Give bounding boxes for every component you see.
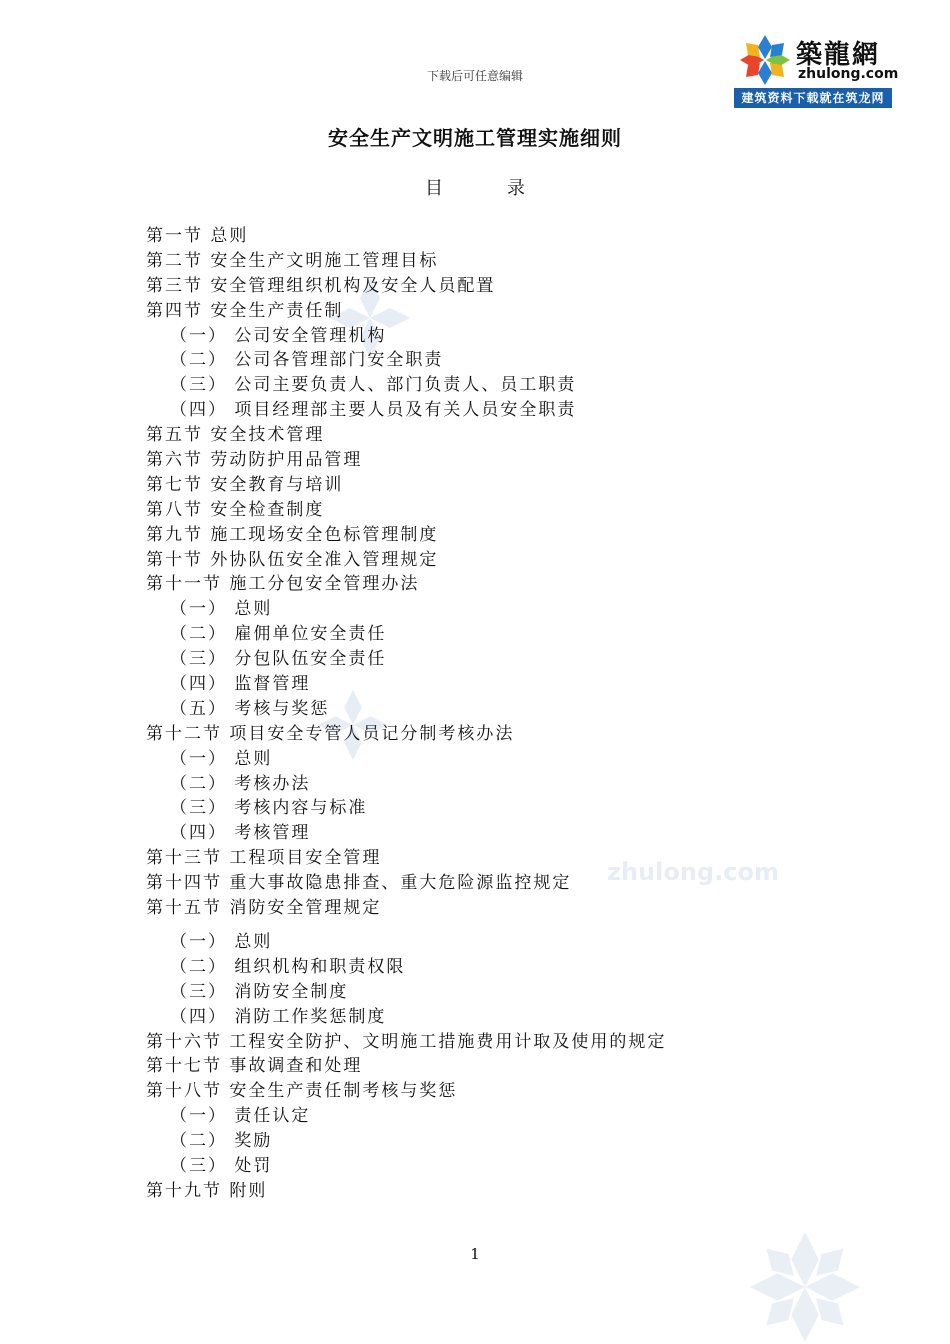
- toc-subentry[interactable]: （四） 考核管理: [170, 823, 311, 844]
- toc-subentry[interactable]: （一） 总则: [170, 931, 273, 952]
- toc-entry[interactable]: 第二节 安全生产文明施工管理目标: [146, 250, 439, 271]
- toc-heading: 目录: [425, 178, 589, 199]
- toc-entry[interactable]: 第十节 外协队伍安全准入管理规定: [146, 549, 439, 570]
- logo-domain: zhulong.com: [798, 66, 899, 82]
- toc-subentry[interactable]: （四） 消防工作奖惩制度: [170, 1006, 387, 1027]
- toc-entry[interactable]: 第十八节 安全生产责任制考核与奖惩: [146, 1081, 458, 1102]
- toc-entry[interactable]: 第三节 安全管理组织机构及安全人员配置: [146, 275, 496, 296]
- toc-subentry[interactable]: （三） 公司主要负责人、部门负责人、员工职责: [170, 375, 577, 396]
- toc-entry[interactable]: 第七节 安全教育与培训: [146, 474, 344, 495]
- toc-entry[interactable]: 第六节 劳动防护用品管理: [146, 450, 363, 471]
- document-title: 安全生产文明施工管理实施细则: [328, 126, 622, 150]
- toc-entry[interactable]: 第十一节 施工分包安全管理办法: [146, 574, 420, 595]
- toc-subentry[interactable]: （一） 总则: [170, 599, 273, 620]
- zhulong-logo: [734, 30, 899, 108]
- zhulong-logo-mark-icon: [736, 33, 794, 87]
- toc-entry[interactable]: 第九节 施工现场安全色标管理制度: [146, 524, 439, 545]
- toc-entry[interactable]: 第一节 总则: [146, 226, 249, 246]
- logo-top: [734, 30, 899, 88]
- table-of-contents: [146, 224, 846, 1204]
- toc-subentry[interactable]: （五） 考核与奖惩: [170, 698, 330, 719]
- toc-entry[interactable]: 第十五节 消防安全管理规定: [146, 898, 382, 919]
- toc-subentry[interactable]: （二） 公司各管理部门安全职责: [170, 350, 444, 371]
- toc-subentry[interactable]: （三） 处罚: [170, 1155, 273, 1176]
- toc-entry[interactable]: 第十六节 工程安全防护、文明施工措施费用计取及使用的规定: [146, 1031, 667, 1052]
- watermark-text: zhulong.com: [607, 858, 779, 886]
- toc-entry[interactable]: 第十四节 重大事故隐患排查、重大危险源监控规定: [146, 873, 572, 894]
- toc-entry[interactable]: 第十七节 事故调查和处理: [146, 1056, 363, 1077]
- toc-entry[interactable]: 第五节 安全技术管理: [146, 425, 325, 446]
- toc-subentry[interactable]: （四） 监督管理: [170, 674, 311, 695]
- logo-name: 築龍網: [796, 40, 881, 70]
- toc-subentry[interactable]: （三） 分包队伍安全责任: [170, 649, 387, 670]
- toc-entry[interactable]: 第十二节 项目安全专管人员记分制考核办法: [146, 723, 515, 744]
- header-note: 下载后可任意编辑: [426, 69, 523, 83]
- toc-entry[interactable]: 第四节 安全生产责任制: [146, 300, 344, 321]
- toc-subentry[interactable]: （二） 考核办法: [170, 773, 311, 794]
- page-number: 1: [470, 1245, 480, 1263]
- logo-slogan: 建筑资料下载就在筑龙网: [734, 88, 892, 108]
- toc-subentry[interactable]: （三） 考核内容与标准: [170, 798, 368, 819]
- toc-entry[interactable]: 第十三节 工程项目安全管理: [146, 848, 382, 869]
- toc-subentry[interactable]: （三） 消防安全制度: [170, 981, 349, 1002]
- toc-subentry[interactable]: （四） 项目经理部主要人员及有关人员安全职责: [170, 400, 577, 421]
- toc-subentry[interactable]: （二） 组织机构和职责权限: [170, 956, 406, 977]
- toc-subentry[interactable]: （一） 总则: [170, 748, 273, 769]
- toc-entry[interactable]: 第八节 安全检查制度: [146, 499, 325, 520]
- toc-subentry[interactable]: （二） 奖励: [170, 1131, 273, 1152]
- toc-entry[interactable]: 第十九节 附则: [146, 1180, 268, 1201]
- toc-subentry[interactable]: （一） 责任认定: [170, 1106, 311, 1127]
- toc-subentry[interactable]: （二） 雇佣单位安全责任: [170, 624, 387, 645]
- toc-subentry[interactable]: （一） 公司安全管理机构: [170, 325, 387, 346]
